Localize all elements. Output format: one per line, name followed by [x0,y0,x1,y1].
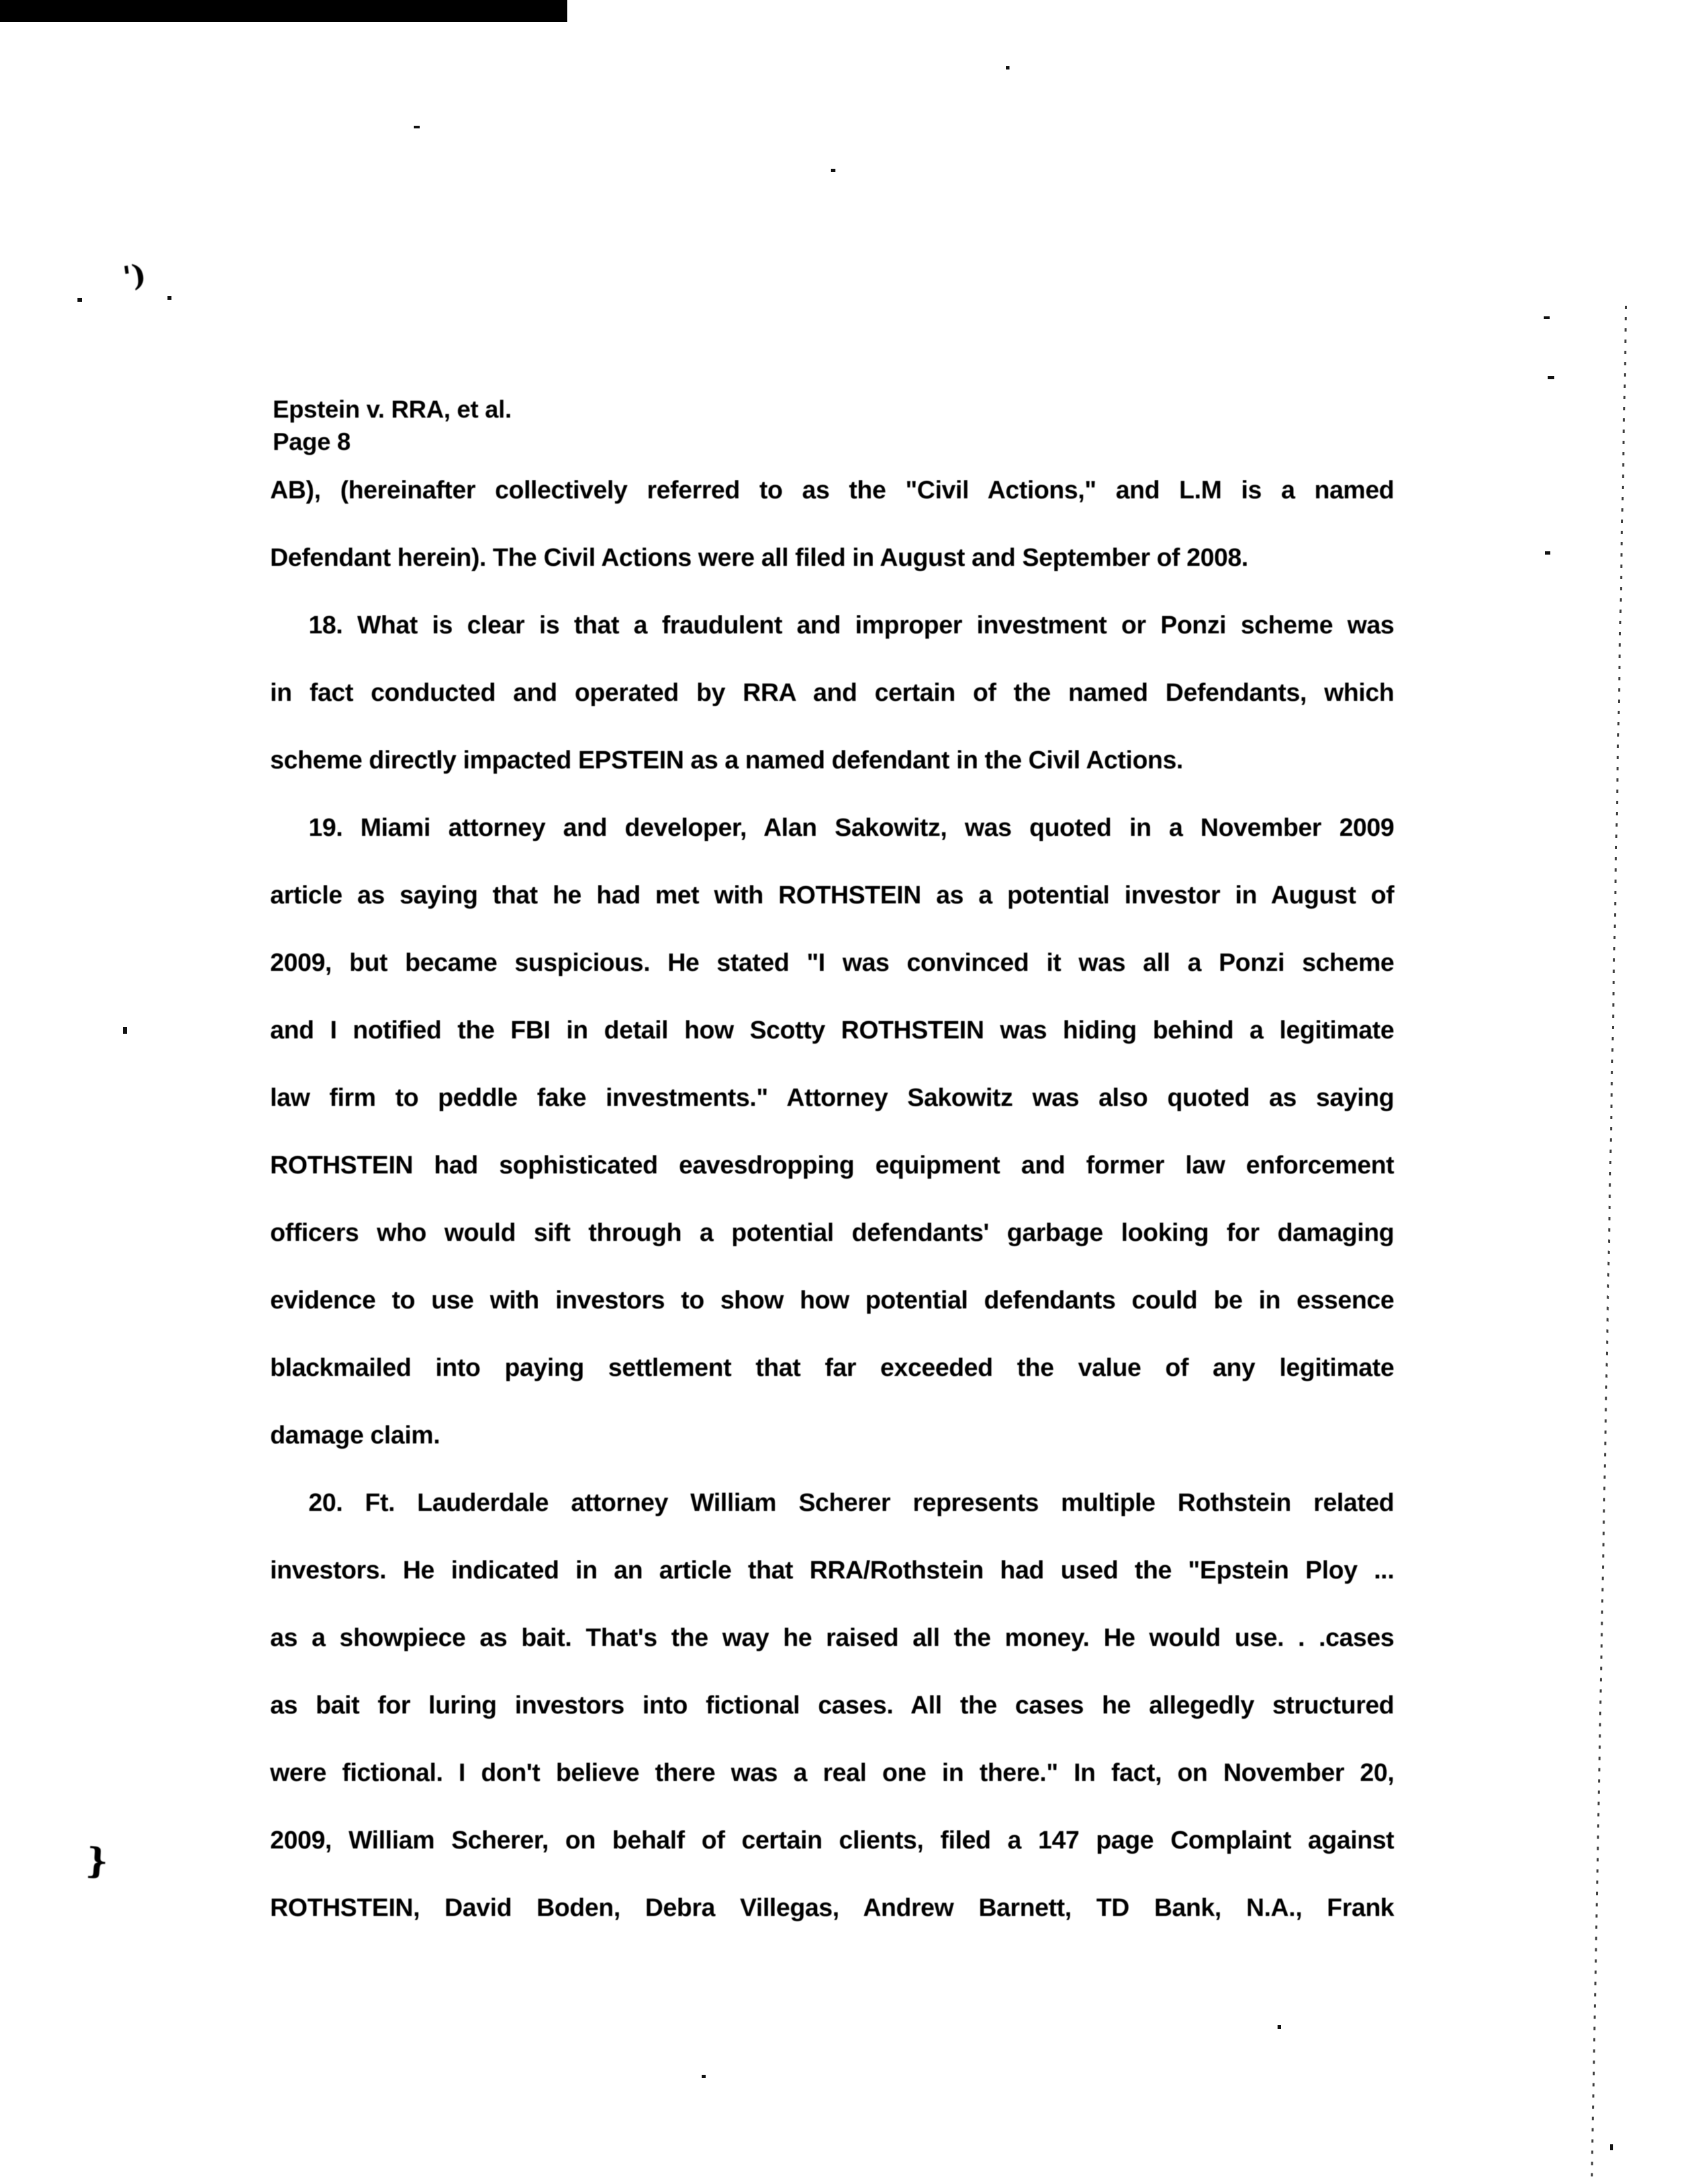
body-line: scheme directly impacted EPSTEIN as a named defendant in the Civil Actions. [270,747,1184,774]
body-line: were fictional. I don't believe there was a real one in there." In fact, on November 20, [270,1759,1394,1787]
scan-speck [167,296,171,300]
body-line: 2009, William Scherer, on behalf of certain clients, filed a 147 page Complaint against [270,1827,1394,1854]
body-line: damage claim. [270,1422,440,1449]
scan-artifact-bar [0,0,567,22]
scan-speck [702,2075,706,2078]
body-line: and I notified the FBI in detail how Scotty ROTHSTEIN was hiding behind a legitimate [270,1017,1394,1044]
body-line: ROTHSTEIN, David Boden, Debra Villegas, Andrew Barnett, TD Bank, N.A., Frank [270,1894,1394,1922]
scan-speck [831,169,835,172]
scan-speck [1548,376,1554,379]
scan-speck [77,298,82,302]
document-body [270,457,1394,1942]
body-line: blackmailed into paying settlement that far exceeded the value of any legitimate [270,1354,1394,1382]
body-line: officers who would sift through a potential defendants' garbage looking for damaging [270,1219,1394,1247]
body-line: law firm to peddle fake investments." Attorney Sakowitz was also quoted as saying [270,1084,1394,1112]
body-line: 20. Ft. Lauderdale attorney William Scherer represents multiple Rothstein related [308,1489,1394,1517]
body-line: investors. He indicated in an article that RRA/Rothstein had used the "Epstein Ploy ... [270,1557,1394,1584]
body-line: AB), (hereinafter collectively referred to as the "Civil Actions," and L.M is a named [270,477,1394,504]
header-page-number: Page 8 [273,428,351,455]
scan-speck [1545,551,1550,555]
scan-speck [123,1027,127,1034]
body-line: 19. Miami attorney and developer, Alan Sakowitz, was quoted in a November 2009 [308,814,1394,842]
body-line: in fact conducted and operated by RRA and certain of the named Defendants, which [270,679,1394,707]
body-line: article as saying that he had met with ROTHSTEIN as a potential investor in August of [270,882,1394,909]
handwritten-margin-mark: ') [120,257,148,295]
body-line: ROTHSTEIN had sophisticated eavesdropping equipment and former law enforcement [270,1152,1394,1179]
scan-speck [1278,2025,1281,2029]
scan-speck [1544,316,1550,319]
handwritten-margin-mark: } [84,1840,110,1883]
scan-artifact-dotted-line [1591,306,1627,2182]
body-line: 18. What is clear is that a fraudulent and improper investment or Ponzi scheme was [308,612,1394,639]
scan-speck [414,126,420,128]
body-line: as a showpiece as bait. That's the way he raised all the money. He would use. . .cases [270,1624,1394,1652]
body-line: Defendant herein). The Civil Actions were all filed in August and September of 2008. [270,544,1248,572]
scan-speck [1610,2144,1613,2150]
scan-speck [1006,66,1009,69]
header-case-caption: Epstein v. RRA, et al. [273,396,512,423]
body-line: 2009, but became suspicious. He stated "I was convinced it was all a Ponzi scheme [270,949,1394,977]
body-line: as bait for luring investors into fictional cases. All the cases he allegedly structured [270,1692,1394,1719]
body-line: evidence to use with investors to show how potential defendants could be in essence [270,1287,1394,1314]
document-header [273,393,512,458]
